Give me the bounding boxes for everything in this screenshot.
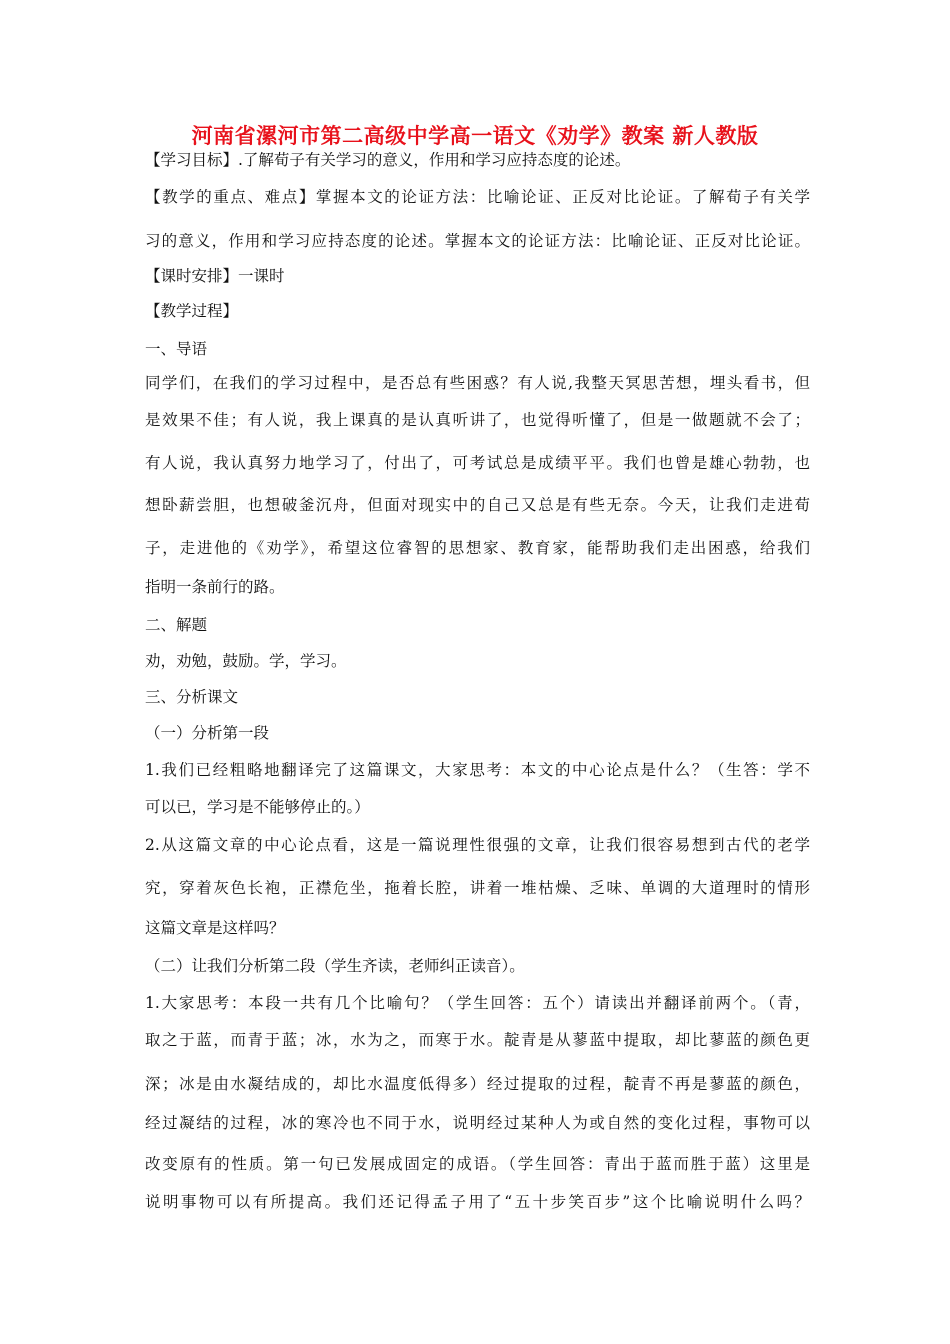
body-line: 【学习目标】.了解荀子有关学习的意义，作用和学习应持态度的论述。 [145,151,631,169]
body-line: 究，穿着灰色长袍，正襟危坐，拖着长腔，讲着一堆枯燥、乏味、单调的大道理时的情形 [145,879,810,897]
body-line: 指明一条前行的路。 [145,578,285,596]
body-line: 劝，劝勉，鼓励。学，学习。 [145,652,347,670]
body-line: 【课时安排】一课时 [145,267,285,285]
body-line: 可以已，学习是不能够停止的。） [145,798,370,816]
body-line: （二）让我们分析第二段（学生齐读，老师纠正读音）。 [145,957,525,975]
body-line: 一、导语 [145,340,208,358]
body-line: 1.大家思考：本段一共有几个比喻句？（学生回答：五个）请读出并翻译前两个。（青， [145,994,810,1012]
body-line: 三、分析课文 [145,688,239,706]
body-line: 二、解题 [145,616,208,634]
body-line: 想卧薪尝胆，也想破釜沉舟，但面对现实中的自己又总是有些无奈。今天，让我们走进荀 [145,496,810,514]
body-line: 2.从这篇文章的中心论点看，这是一篇说理性很强的文章，让我们很容易想到古代的老学 [145,836,810,854]
body-line: 深；冰是由水凝结成的，却比水温度低得多）经过提取的过程，靛青不再是蓼蓝的颜色， [145,1075,810,1093]
body-line: 【教学的重点、难点】掌握本文的论证方法：比喻论证、正反对比论证。了解荀子有关学 [145,188,810,206]
body-line: 是效果不佳；有人说，我上课真的是认真听讲了，也觉得听懂了，但是一做题就不会了； [145,411,810,429]
body-line: 经过凝结的过程，冰的寒冷也不同于水，说明经过某种人为或自然的变化过程，事物可以 [145,1114,810,1132]
document-title: 河南省漯河市第二高级中学高一语文《劝学》教案 新人教版 [191,124,759,148]
body-line: 同学们，在我们的学习过程中，是否总有些困惑？有人说,我整天冥思苦想，埋头看书，但 [145,374,810,392]
body-line: 改变原有的性质。第一句已发展成固定的成语。（学生回答：青出于蓝而胜于蓝）这里是 [145,1155,810,1173]
body-line: 子，走进他的《劝学》，希望这位睿智的思想家、教育家，能帮助我们走出困惑，给我们 [145,539,810,557]
body-line: 有人说，我认真努力地学习了，付出了，可考试总是成绩平平。我们也曾是雄心勃勃，也 [145,454,810,472]
body-line: （一）分析第一段 [145,724,270,742]
body-line: 这篇文章是这样吗？ [145,919,285,937]
body-line: 说明事物可以有所提高。我们还记得孟子用了“五十步笑百步”这个比喻说明什么吗？ [145,1193,810,1211]
body-line: 取之于蓝，而青于蓝；冰，水为之，而寒于水。靛青是从蓼蓝中提取，却比蓼蓝的颜色更 [145,1031,810,1049]
body-line: 【教学过程】 [145,302,239,320]
body-line: 习的意义，作用和学习应持态度的论述。掌握本文的论证方法：比喻论证、正反对比论证。 [145,232,810,250]
body-line: 1.我们已经粗略地翻译完了这篇课文，大家思考：本文的中心论点是什么？（生答：学不 [145,761,810,779]
